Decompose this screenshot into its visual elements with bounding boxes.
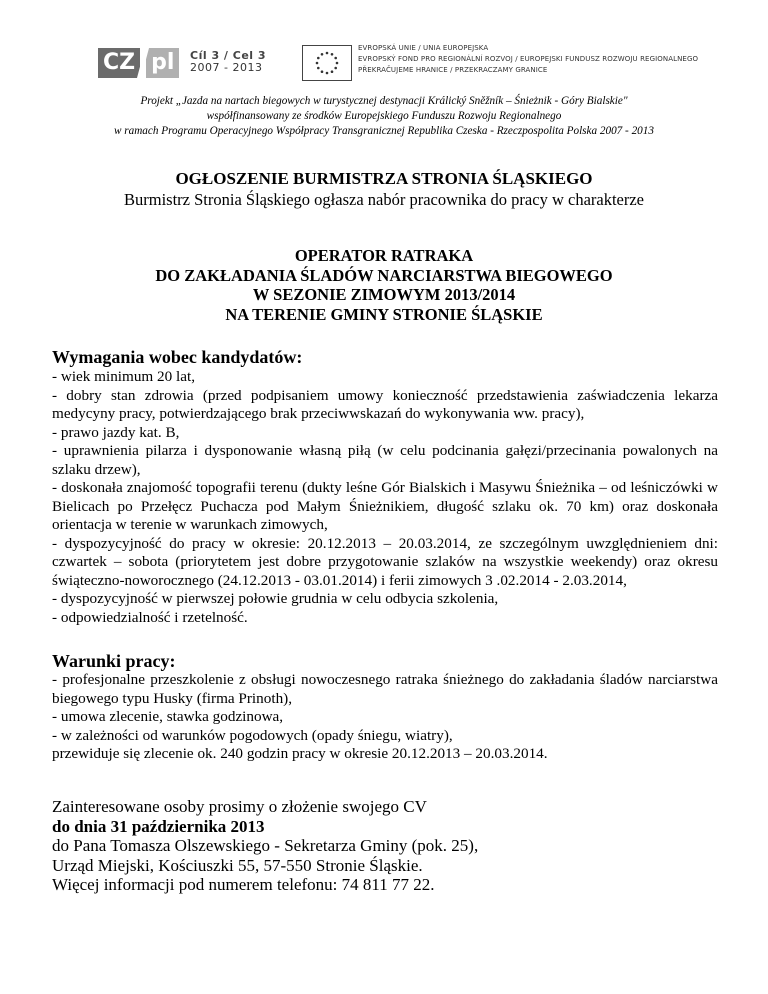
list-item: - dyspozycyjność do pracy w okresie: 20.12.2013 – 20.03.2014, ze szczególnym uwzględnieniem dni: czwartek – sobota (priorytetem jest dobre przygotowanie szlaków na wszystkie weekendy) oraz okresu świąteczno-noworocznego (24.12.2013 - 03.01.2014) i ferii zimowych 3 .02.2014 - 2.03.2014, bbox=[52, 534, 718, 589]
cil-line1: Cíl 3 / Cel 3 bbox=[190, 49, 267, 62]
contact-line: do Pana Tomasza Olszewskiego - Sekretarza Gminy (pok. 25), bbox=[52, 836, 479, 855]
contact-address: Urząd Miejski, Kościuszki 55, 57-550 Stronie Śląskie. bbox=[52, 855, 423, 875]
requirements-heading: Wymagania wobec kandydatów: bbox=[52, 347, 303, 367]
list-item: - uprawnienia pilarza i dysponowanie własną piłą (w celu podcinania gałęzi/przecinania powalonych na szlaku drzew), bbox=[52, 442, 718, 478]
job-title-line: OPERATOR RATRAKA bbox=[294, 246, 474, 265]
list-item: - prawo jazdy kat. B, bbox=[52, 423, 180, 441]
eu-text-line: EVROPSKÝ FOND PRO REGIONÁLNÍ ROZVOJ / EUROPEJSKI FUNDUSZ ROZWOJU REGIONALNEGO bbox=[358, 55, 699, 63]
requirements-list bbox=[52, 368, 718, 627]
project-line: współfinansowany ze środków Europejskiego Funduszu Rozwoju Regionalnego bbox=[206, 110, 562, 122]
list-item: - umowa zlecenie, stawka godzinowa, bbox=[52, 708, 284, 725]
project-line: w ramach Programu Operacyjnego Współpracy Transgranicznej Republika Czeska - Rzeczpospolita Polska 2007 - 2013 bbox=[114, 125, 654, 137]
header bbox=[0, 40, 768, 90]
list-item: - dobry stan zdrowia (przed podpisaniem umowy konieczność przedstawienia zaświadczenia lekarza medycyny pracy, potwierdzającego brak przeciwwskazań do wykonywania ww. pracy), bbox=[52, 386, 718, 422]
cz-logo-part: CZ bbox=[98, 48, 140, 78]
list-item: - dyspozycyjność w pierwszej połowie grudnia w celu odbycia szkolenia, bbox=[52, 590, 499, 607]
pl-logo-part: pl bbox=[146, 48, 179, 78]
list-item: przewiduje się zlecenie ok. 240 godzin pracy w okresie 20.12.2013 – 20.03.2014. bbox=[52, 745, 548, 762]
contact-line: Zainteresowane osoby prosimy o złożenie swojego CV bbox=[52, 797, 427, 816]
job-title-line: NA TERENIE GMINY STRONIE ŚLĄSKIE bbox=[225, 304, 543, 324]
cil-line2: 2007 - 2013 bbox=[190, 61, 263, 74]
job-title bbox=[0, 246, 768, 324]
job-title-line: DO ZAKŁADANIA ŚLADÓW NARCIARSTWA BIEGOWEGO bbox=[155, 265, 613, 285]
eu-text-line: EVROPSKÁ UNIE / UNIA EUROPEJSKA bbox=[358, 44, 489, 52]
eu-text bbox=[358, 43, 698, 76]
contact-info bbox=[52, 797, 718, 895]
cz-pl-logo bbox=[98, 48, 179, 78]
announcement-subtitle: Burmistrz Stronia Śląskiego ogłasza nabór pracownika do pracy w charakterze bbox=[123, 190, 645, 209]
project-info bbox=[0, 94, 768, 139]
contact-phone: Więcej informacji pod numerem telefonu: 74 811 77 22. bbox=[52, 875, 435, 894]
conditions-heading: Warunki pracy: bbox=[52, 651, 176, 671]
eu-text-line: PŘEKRAČUJEME HRANICE / PRZEKRACZAMY GRANICE bbox=[358, 66, 548, 74]
list-item: - w zależności od warunków pogodowych (opady śniegu, wiatry), bbox=[52, 726, 453, 744]
announcement-title: OGŁOSZENIE BURMISTRZA STRONIA ŚLĄSKIEGO bbox=[175, 169, 593, 188]
list-item: - doskonała znajomość topografii terenu (dukty leśne Gór Bialskich i Masywu Śnieżnika – od leśniczówki w Bielicach po Przełęcz Puchacza pod Małym Śnieżnikiem, długość szlaku ok. 70 km) oraz doskonała orientacja w terenie w warunkach zimowych, bbox=[52, 479, 718, 533]
list-item: - profesjonalne przeszkolenie z obsługi nowoczesnego ratraka śnieżnego do zakładania śladów narciarstwa biegowego typu Husky (firma Prinoth), bbox=[52, 671, 718, 707]
conditions-list bbox=[52, 671, 718, 764]
list-item: - wiek minimum 20 lat, bbox=[52, 368, 195, 385]
project-line: Projekt „Jazda na nartach biegowych w turystycznej destynacji Králický Sněžník – Śnieżnik - Góry Bialskie" bbox=[140, 95, 628, 107]
job-title-line: W SEZONIE ZIMOWYM 2013/2014 bbox=[252, 285, 516, 304]
list-item: - odpowiedzialność i rzetelność. bbox=[52, 608, 248, 626]
deadline: do dnia 31 października 2013 bbox=[52, 816, 265, 836]
cil-cel-logo bbox=[190, 50, 266, 74]
eu-flag-icon bbox=[302, 45, 352, 81]
